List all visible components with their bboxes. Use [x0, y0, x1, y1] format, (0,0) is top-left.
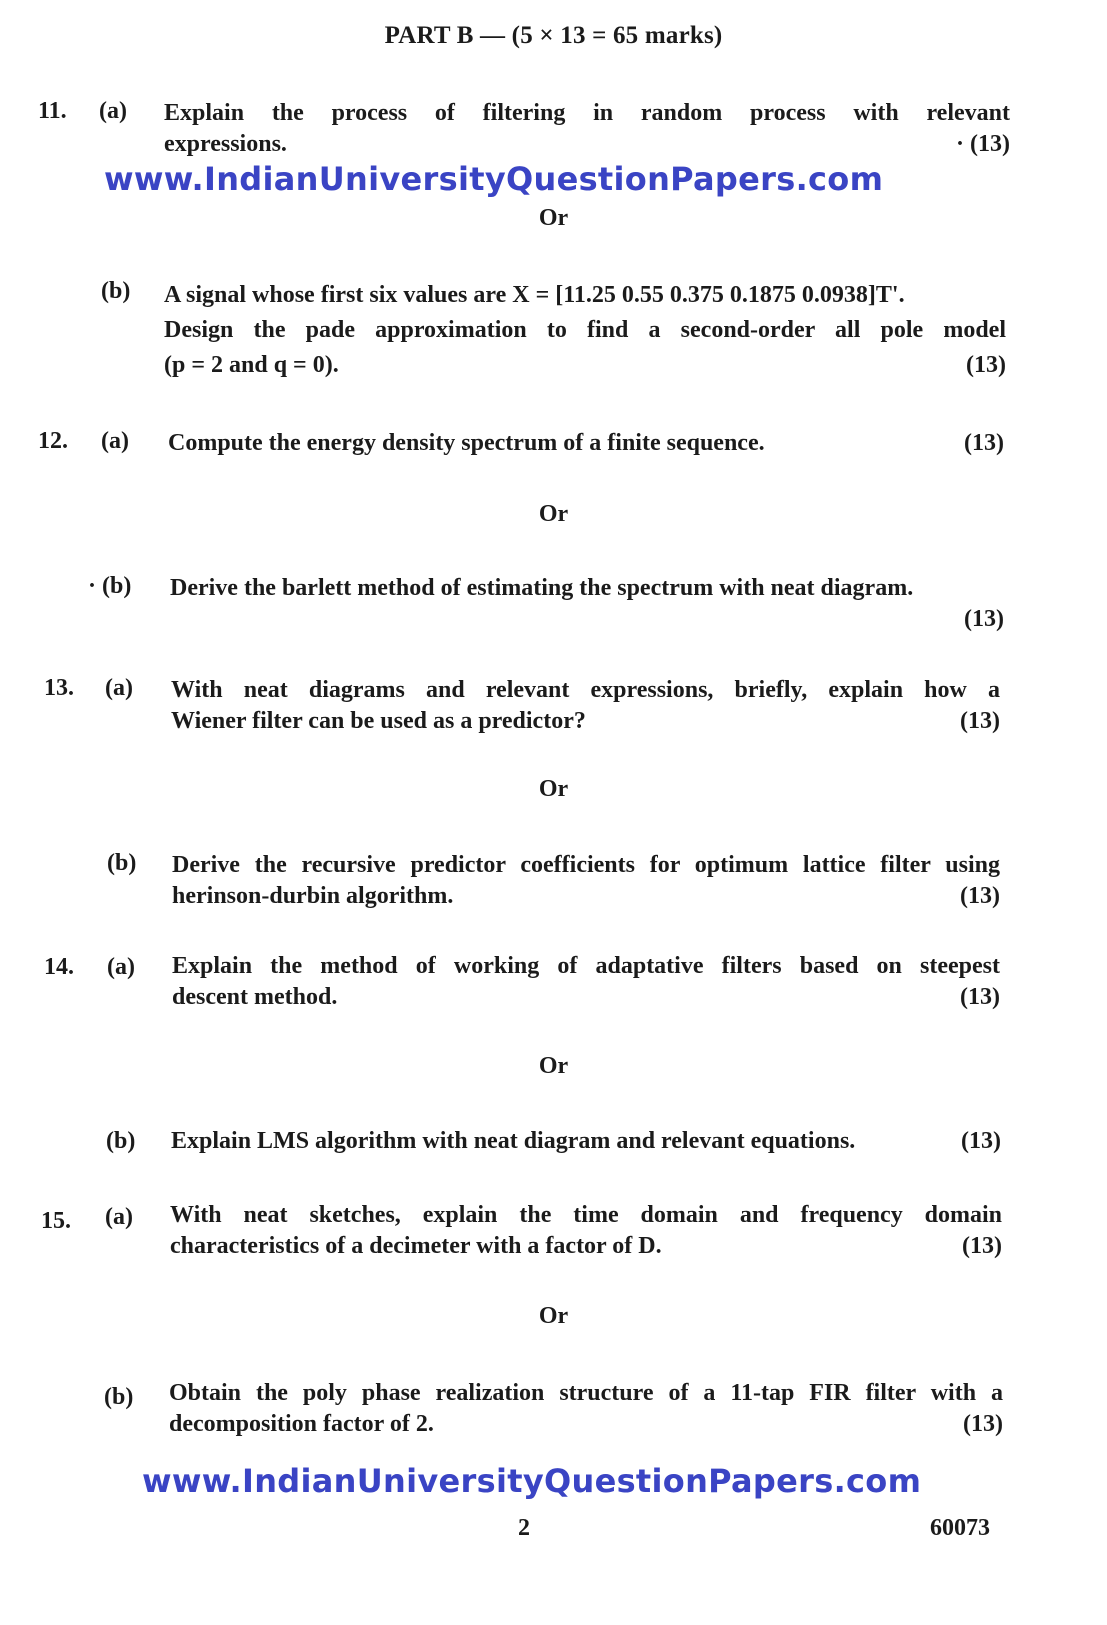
subquestion-label: (a): [105, 675, 133, 701]
subquestion-label: (b): [104, 1384, 134, 1410]
question-text: [168, 428, 1004, 459]
question-text: [164, 98, 1010, 160]
or-separator: Or: [538, 776, 569, 802]
marks: (13): [961, 1128, 1001, 1154]
question-number: 11.: [38, 98, 67, 124]
question-number: 15.: [41, 1208, 71, 1234]
marks: (13): [960, 984, 1000, 1010]
question-line: herinson-durbin algorithm. (13): [172, 881, 1000, 912]
question-text: [172, 951, 1000, 1013]
subquestion-label: (b): [107, 850, 137, 876]
question-line: Derive the barlett method of estimating the spectrum with neat diagram.: [170, 575, 914, 601]
watermark: www.IndianUniversityQuestionPapers.com: [104, 160, 884, 198]
part-header: PART B — (5 × 13 = 65 marks): [384, 22, 723, 49]
marks: (13): [960, 883, 1000, 909]
question-line: Obtain the poly phase realization structure of a 11-tap FIR filter with a: [169, 1380, 1003, 1406]
question-text: [170, 1200, 1002, 1262]
question-line: With neat sketches, explain the time domain and frequency domain: [170, 1202, 1002, 1228]
subquestion-label: (b): [106, 1128, 136, 1154]
question-line: characteristics of a decimeter with a factor of D. (13): [170, 1231, 1002, 1262]
subquestion-label: (a): [99, 98, 127, 124]
marks: (13): [962, 1233, 1002, 1259]
subquestion-label: (a): [101, 428, 129, 454]
question-line: Wiener filter can be used as a predictor? (13): [171, 706, 1000, 737]
or-separator: Or: [538, 501, 569, 527]
question-line: [170, 604, 1004, 635]
subquestion-label: (b): [101, 278, 131, 304]
or-separator: Or: [538, 205, 569, 231]
question-line: descent method. (13): [172, 982, 1000, 1013]
question-line: Compute the energy density spectrum of a finite sequence. (13): [168, 428, 1004, 459]
marks: (13): [964, 606, 1004, 632]
question-line: A signal whose first six values are X = [11.25 0.55 0.375 0.1875 0.0938]T'.: [164, 282, 905, 308]
or-separator: Or: [538, 1303, 569, 1329]
question-number: 14.: [44, 954, 74, 980]
question-text: [171, 675, 1000, 737]
question-line: Explain the process of filtering in random process with relevant: [164, 100, 1010, 126]
question-number: 12.: [38, 428, 68, 454]
question-number: 13.: [44, 675, 74, 701]
question-line: With neat diagrams and relevant expressions, briefly, explain how a: [171, 677, 1000, 703]
marks: (13): [963, 1411, 1003, 1437]
page-number: 2: [518, 1515, 530, 1541]
paper-code: 60073: [930, 1515, 990, 1541]
question-text: [170, 573, 1004, 635]
question-line: Derive the recursive predictor coefficients for optimum lattice filter using: [172, 852, 1000, 878]
subquestion-label: (a): [105, 1204, 133, 1230]
watermark: www.IndianUniversityQuestionPapers.com: [142, 1462, 922, 1500]
question-line: Design the pade approximation to find a second-order all pole model: [164, 317, 1006, 343]
subquestion-label: (a): [107, 954, 135, 980]
question-line: (p = 2 and q = 0). (13): [164, 348, 1006, 383]
question-text: [172, 850, 1000, 912]
question-line: Explain the method of working of adaptative filters based on steepest: [172, 953, 1000, 979]
question-line: Explain LMS algorithm with neat diagram and relevant equations. (13): [171, 1126, 1001, 1157]
marks: · (13): [956, 131, 1010, 157]
question-text: [164, 278, 1006, 383]
question-line: expressions. · (13): [164, 129, 1010, 160]
marks: (13): [960, 708, 1000, 734]
marks: (13): [964, 430, 1004, 456]
question-text: [169, 1378, 1003, 1440]
marks: (13): [966, 352, 1006, 378]
or-separator: Or: [538, 1053, 569, 1079]
question-line: decomposition factor of 2. (13): [169, 1409, 1003, 1440]
question-text: [171, 1126, 1001, 1157]
subquestion-label: · (b): [88, 573, 132, 599]
